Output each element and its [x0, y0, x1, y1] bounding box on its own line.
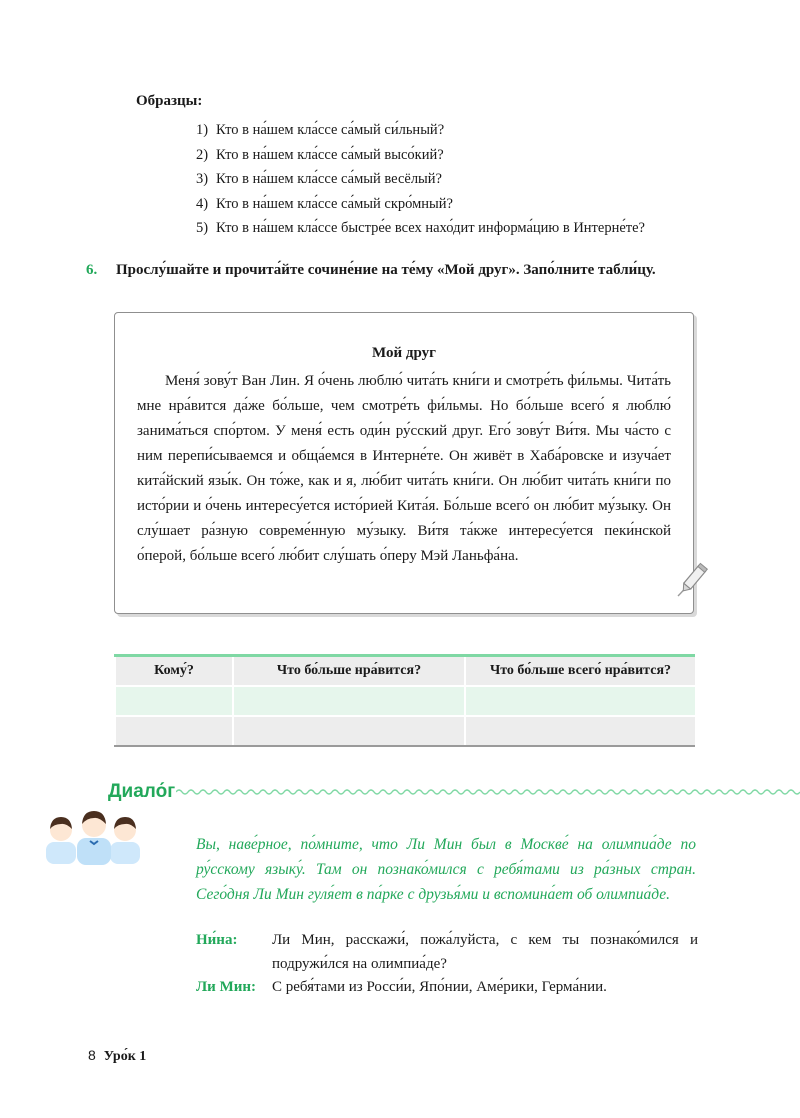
sample-text: Кто в на́шем кла́ссе са́мый весёлый? — [216, 171, 442, 187]
essay-card — [114, 312, 694, 614]
sample-text: Кто в на́шем кла́ссе са́мый си́льный? — [216, 122, 445, 138]
sample-number: 4) — [196, 195, 209, 212]
answer-cell[interactable] — [465, 686, 695, 716]
task-text: Прослу́шайте и прочита́йте сочине́ние на те́му «Мой друг». Запо́лните табли́цу. — [116, 262, 656, 278]
pencil-icon — [676, 560, 710, 598]
sample-item — [196, 216, 645, 241]
essay-text: Меня́ зову́т Ван Лин. Я о́чень люблю́ чита́ть кни́ги и смотре́ть фи́льмы. Чита́ть мне нра́вится да́же бо́льше, чем смотре́ть фи́льмы. Но бо́льше всего́ я люблю́ занима́ться спо́ртом. У меня́ есть оди́н ру́сский друг. Его́ зову́т Ви́тя. Мы ча́сто с ним перепи́сываемся и обща́емся в Интерне́те. Он живёт в Хаба́ровске и изуча́ет кита́йский язы́к. Он то́же, как и я, лю́бит чита́ть кни́ги. Он лю́бит чита́ть кни́ги по исто́рии и о́чень интересу́ется исто́рией Кита́я. Бо́льше всего́ он лю́бит му́зыку. Он слу́шает ра́зную совреме́нную му́зыку. Ви́тя та́кже интересу́ется пеки́нской о́перой, бо́льше всего́ лю́бит слу́шать о́перу Мэй Ланьфа́на. — [137, 373, 671, 564]
sample-text: Кто в на́шем кла́ссе са́мый высо́кий? — [216, 146, 444, 163]
answer-cell[interactable] — [115, 686, 233, 716]
samples-list — [196, 118, 645, 241]
column-header: Что бо́льше всего́ нра́вится? — [465, 656, 695, 687]
answer-table — [114, 654, 694, 747]
sample-number: 3) — [196, 171, 209, 187]
lesson-label: Уро́к 1 — [103, 1049, 147, 1064]
column-header: Кому́? — [115, 656, 233, 687]
sample-number: 5) — [196, 220, 209, 236]
sample-item — [196, 167, 645, 192]
column-header: Что бо́льше нра́вится? — [233, 656, 465, 687]
answer-cell[interactable] — [233, 686, 465, 716]
answer-cell[interactable] — [233, 716, 465, 746]
sample-text: Кто в на́шем кла́ссе са́мый скро́мный? — [216, 195, 453, 212]
table-row — [115, 716, 695, 746]
children-icon — [44, 808, 144, 866]
page-number: 8 — [88, 1047, 96, 1063]
sample-item — [196, 143, 645, 168]
page-footer — [88, 1047, 146, 1065]
task-heading — [86, 262, 656, 279]
speaker-name: Ни́на: — [196, 932, 238, 948]
table-header-row — [115, 656, 695, 687]
answer-cell[interactable] — [465, 716, 695, 746]
samples-title: Образцы: — [136, 93, 203, 109]
sample-item — [196, 118, 645, 143]
answer-cell[interactable] — [115, 716, 233, 746]
task-number: 6. — [86, 262, 98, 278]
dialog-intro: Вы, наве́рное, по́мните, что Ли Мин был в Москве́ на олимпиа́де по ру́сскому языку́. Там он познако́мился с ребя́тами из ра́зных стран. Сего́дня Ли Мин гуля́ет в па́рке с друзья́ми и вспомина́ет об олимпиа́де. — [196, 836, 696, 903]
essay-title: Мой друг — [372, 345, 436, 361]
sample-item — [196, 192, 645, 217]
dialog-line — [196, 928, 698, 976]
speech-text: С ребя́тами из Росси́и, Япо́нии, Аме́рики, Герма́нии. — [272, 979, 607, 995]
sample-number: 2) — [196, 146, 209, 163]
sample-text: Кто в на́шем кла́ссе быстре́е всех нахо́дит информа́цию в Интерне́те? — [216, 220, 645, 236]
dialog-heading: Диало́г — [108, 781, 176, 802]
table-row — [115, 686, 695, 716]
sample-number: 1) — [196, 122, 209, 138]
dialog-line — [196, 975, 698, 999]
speech-text: Ли Мин, расскажи́, пожа́луйста, с кем ты познако́мился и подружи́лся на олимпиа́де? — [272, 932, 698, 972]
speaker-name: Ли Мин: — [196, 979, 257, 995]
wave-divider — [176, 787, 800, 797]
